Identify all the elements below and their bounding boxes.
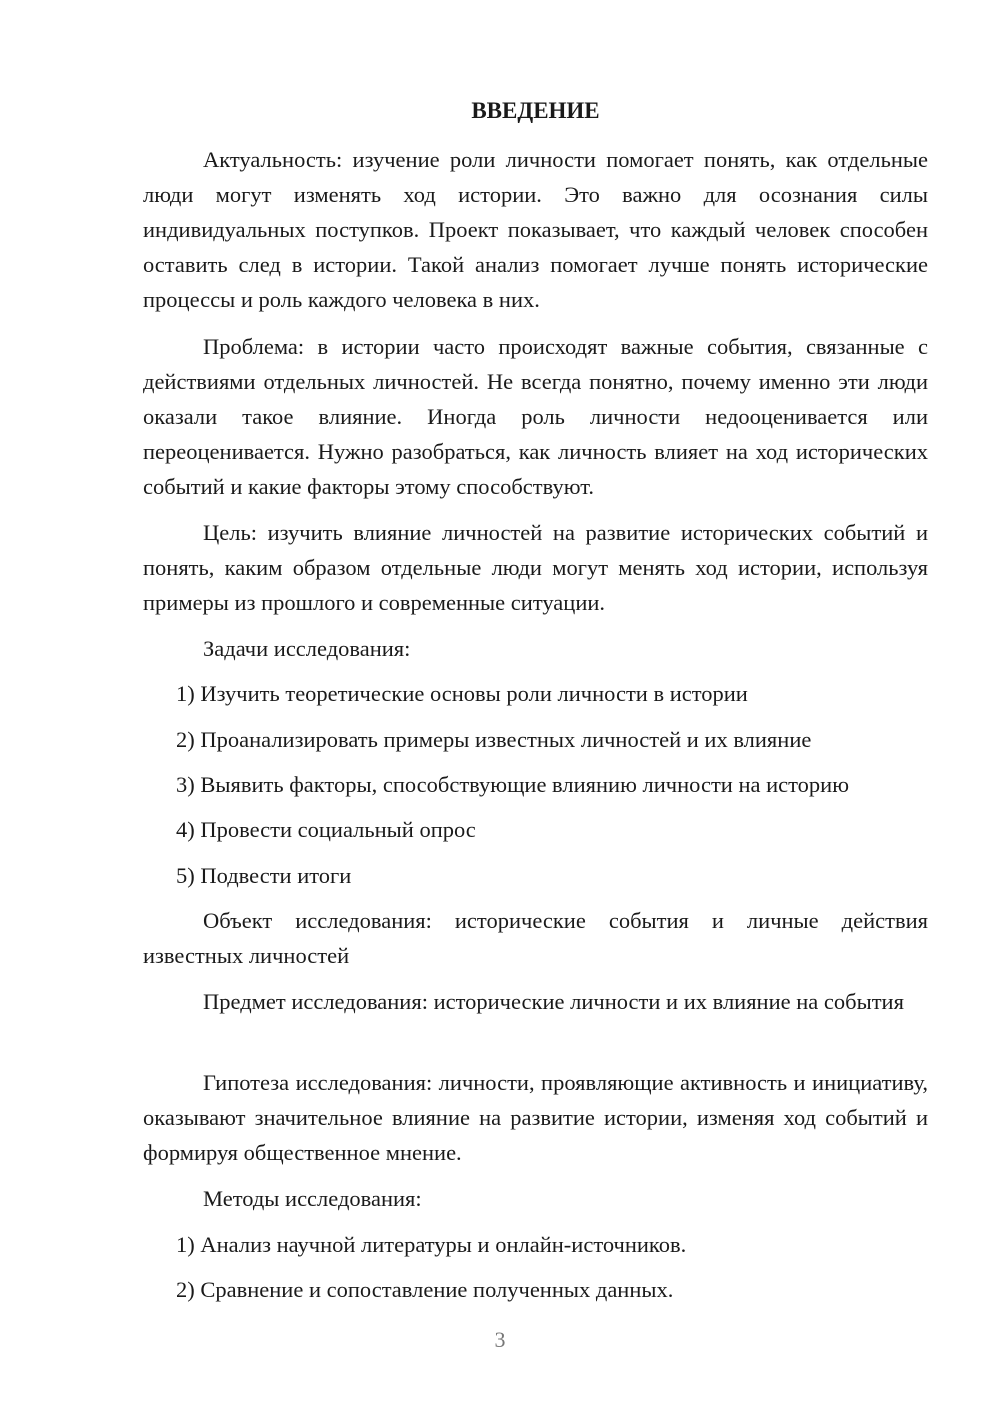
relevance-paragraph: Актуальность: изучение роли личности помогает понять, как отдельные люди могут изменять ход истории. Это важно для осознания силы индивидуальных поступков. Проект показывает, что каждый человек способен оставить след в истории. Такой анализ помогает лучше понять исторические процессы и роль каждого человека в них. <box>143 147 928 312</box>
tasks-heading: Задачи исследования: <box>203 636 411 661</box>
goal-paragraph: Цель: изучить влияние личностей на развитие исторических событий и понять, каким образом отдельные люди могут менять ход истории, используя примеры из прошлого и современные ситуации. <box>143 520 928 615</box>
subject-paragraph: Предмет исследования: исторические личности и их влияние на события <box>203 989 904 1014</box>
method-item: 1) Анализ научной литературы и онлайн-источников. <box>176 1232 687 1257</box>
hypothesis-paragraph: Гипотеза исследования: личности, проявляющие активность и инициативу, оказывают значительное влияние на развитие истории, изменяя ход событий и формируя общественное мнение. <box>143 1070 928 1165</box>
task-item: 4) Провести социальный опрос <box>176 817 476 842</box>
page-title: ВВЕДЕНИЕ <box>471 98 600 123</box>
task-item: 3) Выявить факторы, способствующие влиянию личности на историю <box>176 772 850 797</box>
page-number: 3 <box>494 1327 506 1352</box>
task-item: 2) Проанализировать примеры известных личностей и их влияние <box>176 727 812 752</box>
task-item: 1) Изучить теоретические основы роли личности в истории <box>176 681 748 706</box>
methods-heading: Методы исследования: <box>203 1186 422 1211</box>
object-paragraph: Объект исследования: исторические события и личные действия известных личностей <box>143 908 928 968</box>
task-item: 5) Подвести итоги <box>176 863 352 888</box>
problem-paragraph: Проблема: в истории часто происходят важные события, связанные с действиями отдельных личностей. Не всегда понятно, почему именно эти люди оказали такое влияние. Иногда роль личности недооценивается или переоценивается. Нужно разобраться, как личность влияет на ход исторических событий и какие факторы этому способствуют. <box>143 334 928 499</box>
method-item: 2) Сравнение и сопоставление полученных данных. <box>176 1277 674 1302</box>
